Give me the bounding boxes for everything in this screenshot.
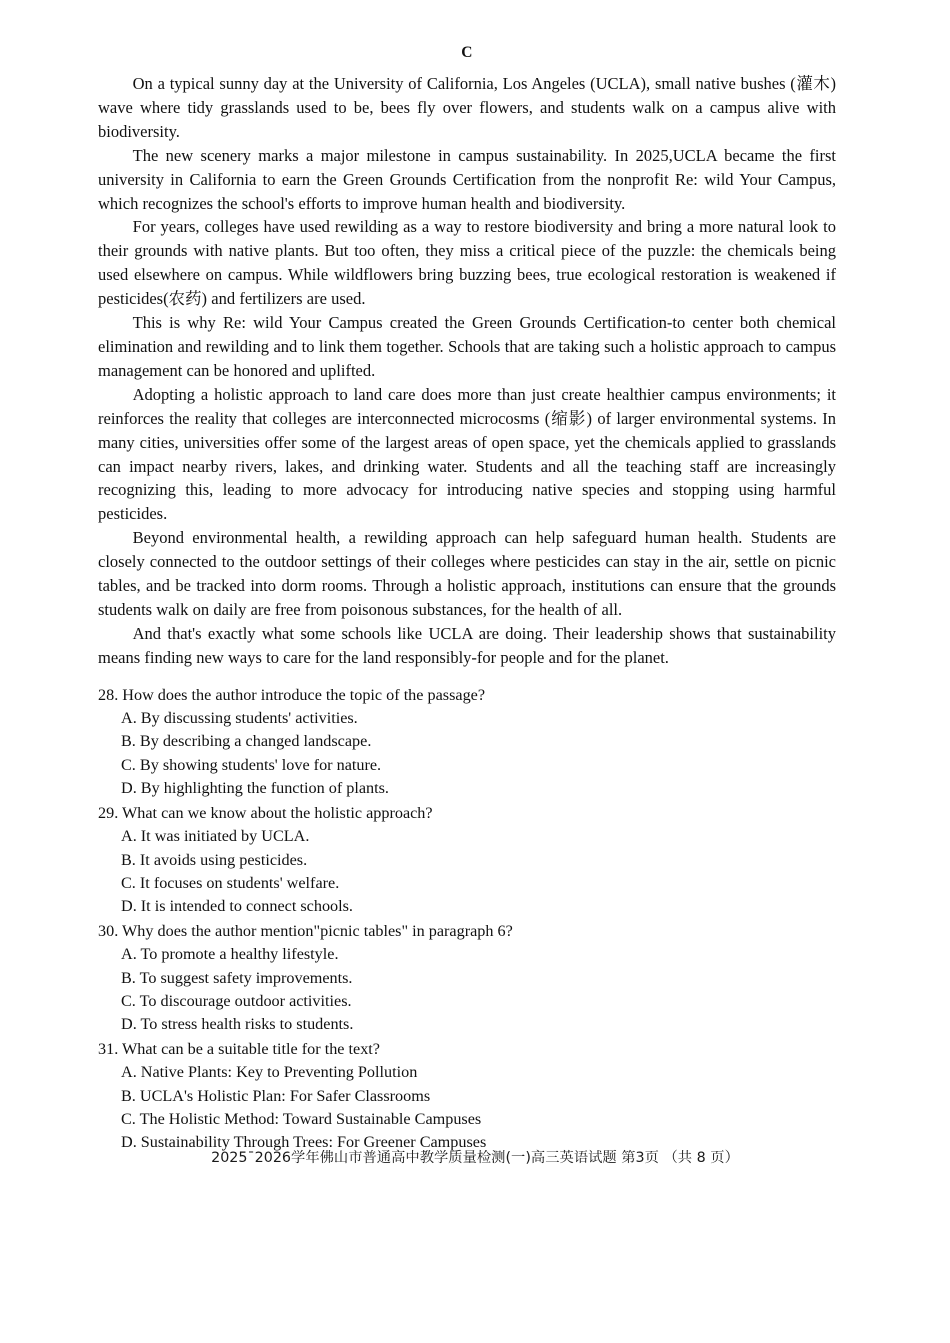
- question-option[interactable]: B. By describing a changed landscape.: [121, 732, 372, 751]
- question-option[interactable]: D. It is intended to connect schools.: [121, 897, 353, 916]
- question-option[interactable]: A. By discussing students' activities.: [121, 709, 358, 728]
- question-option[interactable]: A. It was initiated by UCLA.: [121, 827, 310, 846]
- question-stem: 28. How does the author introduce the topic of the passage?: [98, 685, 486, 704]
- passage-paragraph: This is why Re: wild Your Campus created the Green Grounds Certification-to center both chemical elimination and rewilding and to link them together. Schools that are taking such a holistic approach to campus management can be honored and uplifted.: [98, 313, 836, 380]
- question-list: [98, 684, 836, 1155]
- question-option[interactable]: D. Sustainability Through Trees: For Greener Campuses: [121, 1133, 487, 1152]
- question-stem: 30. Why does the author mention"picnic tables" in paragraph 6?: [98, 921, 513, 940]
- question-option[interactable]: C. It focuses on students' welfare.: [121, 873, 340, 892]
- page-content: [98, 40, 836, 1156]
- question-29: [98, 802, 836, 919]
- question-option[interactable]: A. To promote a healthy lifestyle.: [121, 945, 339, 964]
- question-stem: 31. What can be a suitable title for the text?: [98, 1039, 380, 1058]
- question-option[interactable]: A. Native Plants: Key to Preventing Pollution: [121, 1063, 418, 1082]
- question-option[interactable]: D. To stress health risks to students.: [121, 1015, 354, 1034]
- reading-passage: [98, 72, 836, 670]
- question-option[interactable]: C. The Holistic Method: Toward Sustainable Campuses: [121, 1109, 482, 1128]
- question-option[interactable]: C. To discourage outdoor activities.: [121, 991, 352, 1010]
- passage-paragraph: And that's exactly what some schools like UCLA are doing. Their leadership shows that sustainability means finding new ways to care for the land responsibly-for people and for the planet.: [98, 623, 836, 667]
- question-stem: 29. What can we know about the holistic approach?: [98, 803, 433, 822]
- passage-paragraph: Beyond environmental health, a rewilding approach can help safeguard human health. Students are closely connected to the outdoor settings of their colleges where pesticides can stay in the air, settle on picnic tables, and be tracked into dorm rooms. Through a holistic approach, institutions can ensure that the grounds students walk on daily are free from poisonous substances, for the health of all.: [98, 528, 836, 619]
- passage-paragraph: The new scenery marks a major milestone in campus sustainability. In 2025,UCLA became the first university in California to earn the Green Grounds Certification from the nonprofit Re: wild Your Campus, which recognizes the school's efforts to improve human health and biodiversity.: [98, 145, 836, 213]
- passage-paragraph: For years, colleges have used rewilding as a way to restore biodiversity and bring a more natural look to their grounds with native plants. But too often, they miss a critical piece of the puzzle: the chemicals being used elsewhere on campus. While wildflowers bring buzzing bees, true ecological restoration is weakened if pesticides(农药) and fertilizers are used.: [98, 217, 836, 309]
- section-heading: C: [461, 44, 473, 61]
- page-footer: 2025ˉ2026学年佛山市普通高中教学质量检测(一)高三英语试题 第3页 （共 8 页）: [211, 1150, 739, 1166]
- passage-paragraph: Adopting a holistic approach to land care does more than just create healthier campus environments; it reinforces the reality that colleges are interconnected microcosms (缩影) of larger environmental systems. In many cities, universities offer some of the largest areas of open space, yet the chemicals applied to grasslands can impact nearby rivers, lakes, and drinking water. Students and all the teaching staff are increasingly recognizing this, leading to more advocacy for introducing native species and stopping using harmful pesticides.: [98, 384, 836, 524]
- question-30: [98, 920, 836, 1037]
- question-28: [98, 684, 836, 801]
- question-option[interactable]: C. By showing students' love for nature.: [121, 755, 382, 774]
- question-option[interactable]: B. To suggest safety improvements.: [121, 968, 353, 987]
- question-31: [98, 1038, 836, 1155]
- question-option[interactable]: B. UCLA's Holistic Plan: For Safer Classrooms: [121, 1086, 431, 1105]
- question-option[interactable]: B. It avoids using pesticides.: [121, 850, 308, 869]
- question-option[interactable]: D. By highlighting the function of plants.: [121, 779, 389, 798]
- passage-paragraph: On a typical sunny day at the University of California, Los Angeles (UCLA), small native bushes (灌木) wave where tidy grasslands used to be, bees fly over flowers, and students walk on a campus alive with biodiversity.: [98, 74, 836, 141]
